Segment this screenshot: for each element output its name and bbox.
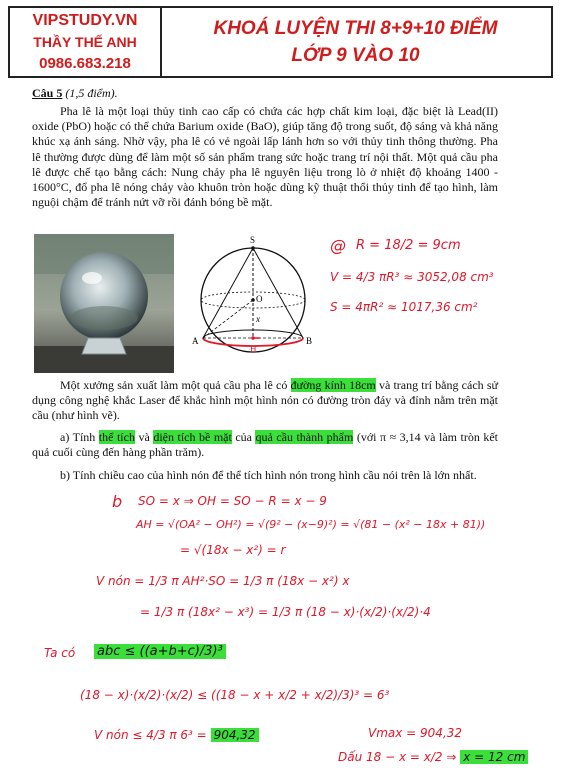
hw-vnon-bound [94,728,259,742]
course-title-line1: KHOÁ LUYỆN THI 8+9+10 ĐIỂM [213,18,498,39]
hw-surface: S = 4πR² ≈ 1017,36 cm² [330,300,478,314]
hw-vnon-value: 904,32 [211,728,259,742]
question-points: (1,5 điểm). [65,86,118,100]
hw-label-a: @ [330,236,346,255]
hw-amgm-text: abc ≤ ((a+b+c)/3)³ [94,644,226,659]
hw-ah-2: = √(18x − x²) = r [180,543,286,557]
course-title-line2: LỚP 9 VÀO 10 [291,45,420,66]
hw-eq: 18 − x = x/2 ⇒ [366,750,457,764]
brand-box [10,8,162,76]
part-a-hl1: thể tích [98,430,135,444]
question-label: Câu 5 [32,86,63,100]
hw-so: SO = x ⇒ OH = SO − R = x − 9 [138,494,327,508]
diagram-label-B: B [306,336,313,346]
diagram-label-A: A [192,336,199,346]
part-a-1: a) Tính [60,430,99,444]
part-a-hl2: diện tích bề mặt [153,430,232,444]
question-intro [32,104,498,210]
intro-text: Pha lê là một loại thủy tinh cao cấp có chứa các hợp chất kim loại, đặc biệt là Lead(II) oxide (PbO) hoặc có thể chứa Barium oxide (BaO), giúp tăng độ trong suốt, độ sáng và khả năng khúc xạ ánh sáng. Nhờ vậy, pha lê có vẻ ngoài lấp lánh hơn so với thủy tinh thông thường. Pha lê thường được dùng để làm một số sản phẩm trang sức hoặc trang trí nội thất. Một quả cầu pha lê được chế tạo bằng cách: Nung chảy pha lê nguyên liệu trong lò ở nhiệt độ khoảng 1400 - 1600°C, đổ pha lê nóng chảy vào khuôn tròn hoặc dùng kỹ thuật thổi thủy tinh để tạo hình, làm nguội chậm để tránh nứt vỡ rồi đánh bóng bề mặt. [32,104,498,210]
hw-answer: x = 12 cm [460,750,528,764]
diagram-label-S: S [250,235,256,245]
setup-pre: Một xưởng sản xuất làm một quả cầu pha lê có [60,378,291,392]
setup-highlight: đường kính 18cm [290,378,376,392]
site-name: VIPSTUDY.VN [32,12,138,29]
hw-label-b: b [112,492,123,511]
question-part-a [32,430,498,460]
hw-inequality: (18 − x)·(x/2)·(x/2) ≤ ((18 − x + x/2 + x/2)/3)³ = 6³ [80,688,390,702]
question-part-b [32,468,498,483]
crystal-ball-photo [34,234,174,373]
hw-amgm [94,644,226,659]
hw-dau: Dấu [338,750,363,764]
part-a-2: và [134,430,154,444]
page-header [8,6,553,78]
hw-volume: V = 4/3 πR³ ≈ 3052,08 cm³ [330,270,494,284]
hw-equality [338,750,528,764]
diagram-label-O: O [256,294,263,304]
hw-radius: R = 18/2 = 9cm [356,238,461,253]
part-a-text [32,430,498,460]
phone-number: 0986.683.218 [39,55,131,72]
question-heading [32,86,118,101]
setup-post: và trang trí bằng cách sử dụng công nghệ khắc Laser để khắc hình một hình nón có đường tròn đáy và đỉnh nằm trên mặt cầu (như hình vẽ). [32,378,498,423]
part-a-4: (với π ≈ 3,14 và làm tròn kết quả cuối cùng đến hàng phần trăm). [32,430,498,460]
part-a-hl3: quả cầu thành phẩm [255,430,354,444]
part-a-3: của [231,430,256,444]
hw-vnon-bound-text: V nón ≤ 4/3 π 6³ = [94,728,207,742]
hw-vnon-1: V nón = 1/3 π AH²·SO = 1/3 π (18x − x²) x [96,574,350,588]
part-b-text: b) Tính chiều cao của hình nón để thể tích hình nón trong hình cầu nói trên là lớn nhất. [60,468,477,482]
hw-vnon-2: = 1/3 π (18x² − x³) = 1/3 π (18 − x)·(x/2)·(x/2)·4 [140,605,431,619]
diagram-label-H: H [250,344,257,354]
course-title [160,8,551,76]
teacher-name: THẦY THẾ ANH [33,34,137,50]
setup-text [32,378,498,424]
hw-taco: Ta có [44,646,76,660]
hw-ah-1: AH = √(OA² − OH²) = √(9² − (x−9)²) = √(81 − (x² − 18x + 81)) [136,518,486,531]
diagram-label-x: x [256,314,260,324]
question-setup [32,378,498,424]
sphere-cone-diagram [188,232,318,360]
hw-vmax: Vmax = 904,32 [368,726,463,740]
